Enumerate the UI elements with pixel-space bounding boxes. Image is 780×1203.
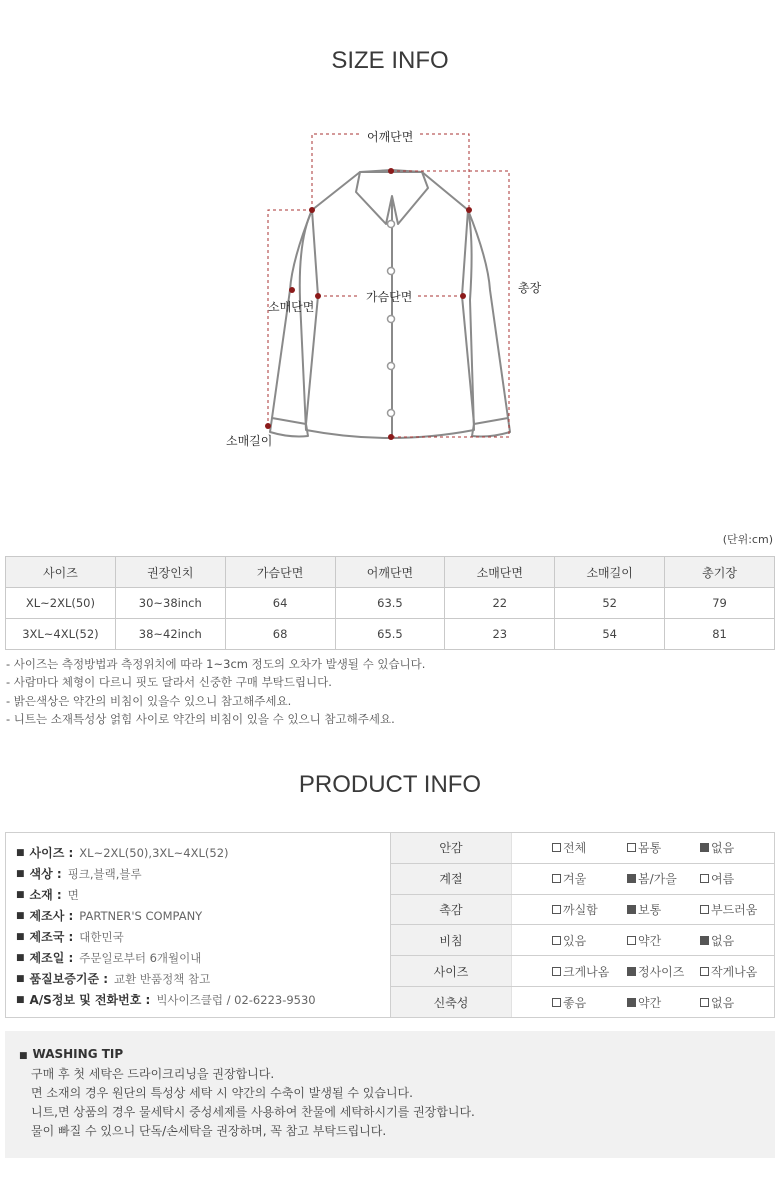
size-notes	[6, 655, 425, 728]
note-line: - 밝은색상은 약간의 비침이 있을수 있으니 참고해주세요.	[6, 693, 292, 708]
detail-warranty: ■ 품질보증기준 : 교환 반품정책 참고	[16, 971, 211, 986]
attribute-row	[391, 895, 774, 926]
attribute-option	[700, 864, 734, 894]
attribute-option	[627, 956, 684, 986]
unit-label: (단위:cm)	[722, 533, 773, 546]
attribute-row	[391, 925, 774, 956]
attribute-row	[391, 864, 774, 895]
attribute-option	[627, 833, 661, 863]
attribute-option	[627, 925, 661, 955]
attribute-option-label: 보통	[638, 903, 662, 918]
attribute-option	[700, 925, 734, 955]
checkbox-empty-icon	[700, 967, 709, 976]
note-line: - 사람마다 체형이 다르니 핏도 달라서 신중한 구매 부탁드립니다.	[6, 675, 332, 690]
table-cell: 52	[555, 588, 665, 619]
attribute-option-label: 봄/가을	[638, 872, 677, 887]
table-row	[6, 619, 775, 650]
checkbox-empty-icon	[552, 905, 561, 914]
detail-material: ■ 소재 : 면	[16, 887, 79, 902]
checkbox-checked-icon	[627, 967, 636, 976]
attribute-option	[552, 956, 609, 986]
label-sleeve-width: 소매단면	[268, 300, 315, 314]
table-cell: 68	[225, 619, 335, 650]
attribute-options	[512, 864, 774, 894]
header-shoulder: 어깨단면	[335, 557, 445, 588]
note-line: - 니트는 소재특성상 얽힘 사이로 약간의 비침이 있을 수 있으니 참고해주세요.	[6, 711, 395, 726]
attribute-options	[512, 895, 774, 925]
attribute-option	[552, 864, 586, 894]
checkbox-checked-icon	[627, 998, 636, 1007]
attribute-options	[512, 925, 774, 955]
table-cell: 38~42inch	[115, 619, 225, 650]
attribute-option-label: 작게나옴	[711, 964, 758, 979]
checkbox-empty-icon	[627, 936, 636, 945]
attribute-option-label: 정사이즈	[638, 964, 685, 979]
attribute-label: 안감	[391, 833, 512, 863]
table-cell: 23	[445, 619, 555, 650]
checkbox-empty-icon	[552, 936, 561, 945]
table-cell: 81	[665, 619, 775, 650]
attribute-option-label: 좋음	[563, 995, 587, 1010]
table-cell: 3XL~4XL(52)	[6, 619, 116, 650]
table-cell: 22	[445, 588, 555, 619]
checkbox-checked-icon	[627, 874, 636, 883]
attribute-row	[391, 956, 774, 987]
label-shoulder: 어깨단면	[367, 130, 414, 144]
washing-tip-line: 구매 후 첫 세탁은 드라이크리닝을 권장합니다.	[31, 1067, 275, 1081]
header-total-length: 총기장	[665, 557, 775, 588]
checkbox-empty-icon	[627, 843, 636, 852]
attribute-option	[552, 987, 586, 1017]
checkbox-checked-icon	[627, 905, 636, 914]
bullet-icon: ■	[16, 952, 25, 963]
bullet-icon: ■	[19, 1051, 28, 1061]
attribute-option	[700, 833, 734, 863]
bullet-icon: ■	[16, 868, 25, 879]
table-cell: 63.5	[335, 588, 445, 619]
header-sleeve-length: 소매길이	[555, 557, 665, 588]
washing-tip-box	[5, 1031, 775, 1158]
detail-manufacturer: ■ 제조사 : PARTNER'S COMPANY	[16, 908, 203, 923]
bullet-icon: ■	[16, 994, 25, 1005]
header-chest: 가슴단면	[225, 557, 335, 588]
table-cell: 65.5	[335, 619, 445, 650]
note-line: - 사이즈는 측정방법과 측정위치에 따라 1~3cm 정도의 오차가 발생될 수 있습니다.	[6, 657, 426, 671]
washing-tip-line: 니트,면 상품의 경우 물세탁시 중성세제를 사용하여 찬물에 세탁하시기를 권장합니다.	[31, 1105, 475, 1119]
attribute-label: 신축성	[391, 987, 512, 1017]
table-cell: 79	[665, 588, 775, 619]
bullet-icon: ■	[16, 889, 25, 900]
label-total-length: 총장	[518, 281, 542, 295]
label-chest: 가슴단면	[366, 290, 413, 304]
attribute-label: 촉감	[391, 895, 512, 925]
attribute-option-label: 부드러움	[711, 903, 758, 918]
washing-tip-line: 면 소재의 경우 원단의 특성상 세탁 시 약간의 수축이 발생될 수 있습니다.	[31, 1086, 413, 1100]
attribute-option-label: 없음	[711, 841, 735, 856]
attribute-option-label: 까실함	[563, 903, 598, 918]
attribute-option-label: 겨울	[563, 872, 587, 887]
attribute-option-label: 몸통	[638, 841, 662, 856]
header-size: 사이즈	[6, 557, 116, 588]
checkbox-empty-icon	[700, 874, 709, 883]
attribute-option	[700, 895, 757, 925]
attribute-option-label: 여름	[711, 872, 735, 887]
product-details	[6, 833, 391, 1017]
attribute-option-label: 약간	[638, 933, 662, 948]
label-sleeve-length: 소매길이	[226, 434, 273, 448]
table-row	[6, 588, 775, 619]
attribute-option-label: 약간	[638, 995, 662, 1010]
attribute-option	[700, 987, 734, 1017]
table-cell: XL~2XL(50)	[6, 588, 116, 619]
attribute-option	[552, 925, 586, 955]
checkbox-empty-icon	[700, 905, 709, 914]
shirt-illustration	[0, 0, 780, 520]
attribute-option-label: 없음	[711, 995, 735, 1010]
detail-color: ■ 색상 : 핑크,블랙,블루	[16, 866, 142, 881]
attribute-option-label: 크게나옴	[563, 964, 610, 979]
checkbox-empty-icon	[700, 998, 709, 1007]
attribute-option	[552, 895, 598, 925]
attribute-options	[512, 956, 774, 986]
checkbox-checked-icon	[700, 843, 709, 852]
header-sleeve-width: 소매단면	[445, 557, 555, 588]
header-recommended-inch: 권장인치	[115, 557, 225, 588]
checkbox-empty-icon	[552, 874, 561, 883]
bullet-icon: ■	[16, 847, 25, 858]
product-info-box	[5, 832, 775, 1018]
attribute-label: 사이즈	[391, 956, 512, 986]
size-table	[5, 556, 775, 650]
product-info-title: PRODUCT INFO	[298, 771, 482, 798]
attribute-option-label: 있음	[563, 933, 587, 948]
detail-as-contact: ■ A/S정보 및 전화번호 : 빅사이즈클럽 / 02-6223-9530	[16, 992, 316, 1007]
attribute-option	[552, 833, 586, 863]
checkbox-empty-icon	[552, 998, 561, 1007]
washing-tip-line: 물이 빠질 수 있으니 단독/손세탁을 권장하며, 꼭 참고 부탁드립니다.	[31, 1124, 387, 1138]
bullet-icon: ■	[16, 910, 25, 921]
table-cell: 30~38inch	[115, 588, 225, 619]
table-cell: 54	[555, 619, 665, 650]
attribute-option	[627, 864, 677, 894]
checkbox-empty-icon	[552, 843, 561, 852]
checkbox-empty-icon	[552, 967, 561, 976]
size-info-title: SIZE INFO	[331, 47, 449, 74]
washing-tip-title: ■ WASHING TIP	[19, 1047, 124, 1061]
attribute-label: 비침	[391, 925, 512, 955]
bullet-icon: ■	[16, 931, 25, 942]
detail-manufacture-date: ■ 제조일 : 주문일로부터 6개월이내	[16, 950, 202, 965]
detail-country: ■ 제조국 : 대한민국	[16, 929, 124, 944]
attribute-option	[627, 987, 661, 1017]
attribute-option	[700, 956, 757, 986]
attribute-label: 계절	[391, 864, 512, 894]
attribute-options	[512, 987, 774, 1017]
product-attributes	[391, 833, 774, 1017]
table-cell: 64	[225, 588, 335, 619]
shirt-measurement-diagram	[0, 0, 780, 520]
attribute-option	[627, 895, 661, 925]
attribute-row	[391, 833, 774, 864]
checkbox-checked-icon	[700, 936, 709, 945]
attribute-option-label: 전체	[563, 841, 587, 856]
detail-size: ■ 사이즈 : XL~2XL(50),3XL~4XL(52)	[16, 845, 229, 860]
attribute-options	[512, 833, 774, 863]
bullet-icon: ■	[16, 973, 25, 984]
attribute-option-label: 없음	[711, 933, 735, 948]
size-table-header-row	[6, 557, 775, 588]
attribute-row	[391, 987, 774, 1017]
